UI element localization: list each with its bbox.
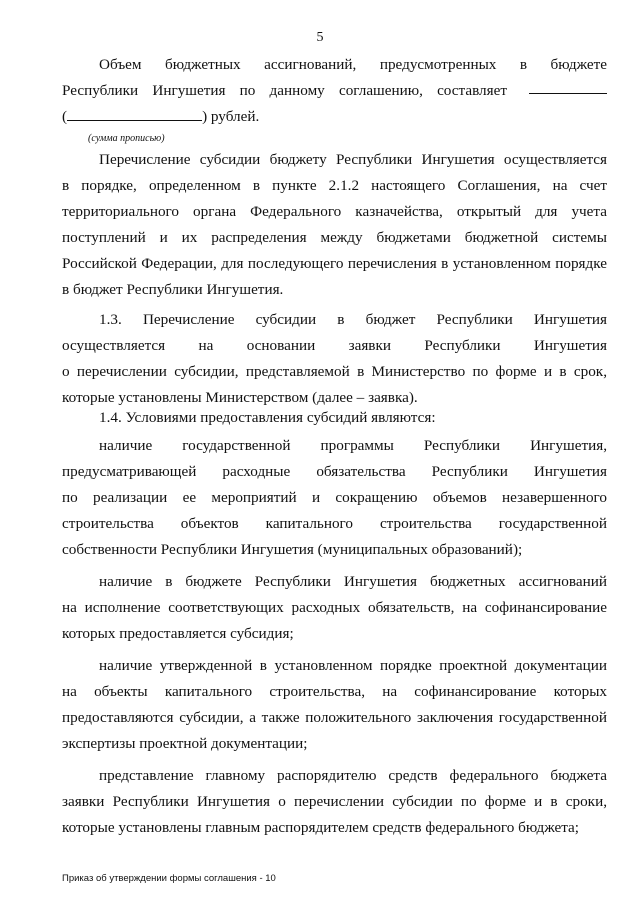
text-line: которых предоставляется субсидия; — [62, 625, 294, 642]
text-line: наличие утвержденной в установленном порядке проектной документации — [99, 657, 607, 674]
condition-request — [62, 763, 607, 841]
text-line: предоставляются субсидии, а также положительного заключения государственной — [62, 709, 607, 726]
text-line: наличие в бюджете Республики Ингушетия бюджетных ассигнований — [99, 573, 607, 590]
text-line: территориального органа Федерального казначейства, открытый для учета — [62, 203, 607, 220]
amount-number-blank — [529, 78, 607, 94]
text-line: строительства объектов капитального строительства государственной — [62, 515, 607, 532]
condition-program — [62, 433, 607, 563]
paragraph-volume — [62, 52, 607, 130]
text-line-part: Республики Ингушетия по данному соглашению, составляет — [62, 82, 507, 99]
amount-in-words-hint: (сумма прописью) — [88, 133, 165, 144]
text-line: Перечисление субсидии бюджету Республики Ингушетия осуществляется — [99, 151, 607, 168]
text-line — [62, 78, 607, 104]
text-line: 1.3. Перечисление субсидии в бюджет Республики Ингушетия — [99, 311, 607, 328]
text-line: которые установлены Министерством (далее – заявка). — [62, 389, 418, 406]
text-line: Объем бюджетных ассигнований, предусмотренных в бюджете — [99, 56, 607, 73]
text-line-part: ) рублей. — [202, 108, 260, 125]
text-line — [62, 104, 607, 130]
text-line: на исполнение соответствующих расходных обязательств, на софинансирование — [62, 599, 607, 616]
text-line-part: ( — [62, 108, 68, 125]
amount-words-blank — [67, 105, 202, 121]
paragraph-transfer — [62, 147, 607, 303]
text-line: по реализации ее мероприятий и сокращению объемов незавершенного — [62, 489, 607, 506]
text-line: в бюджет Республики Ингушетия. — [62, 281, 284, 298]
page-number: 5 — [316, 30, 324, 45]
text-line: экспертизы проектной документации; — [62, 735, 308, 752]
document-footer: Приказ об утверждении формы соглашения - 10 — [62, 873, 276, 884]
condition-budget — [62, 569, 607, 647]
clause-1-3 — [62, 307, 607, 411]
clause-1-4 — [62, 405, 607, 841]
text-line: представление главному распорядителю средств федерального бюджета — [99, 767, 607, 784]
text-line: на объекты капитального строительства, на софинансирование которых — [62, 683, 607, 700]
clause-title: 1.4. Условиями предоставления субсидий являются: — [99, 409, 436, 426]
text-line: которые установлены главным распорядителем средств федерального бюджета; — [62, 819, 580, 836]
text-line: собственности Республики Ингушетия (муниципальных образований); — [62, 541, 523, 558]
condition-docs — [62, 653, 607, 757]
text-line: заявки Республики Ингушетия о перечислении субсидии по форме и в сроки, — [62, 793, 607, 810]
text-line: предусматривающей расходные обязательства Республики Ингушетия — [62, 463, 607, 480]
text-line: осуществляется на основании заявки Республики Ингушетия — [62, 337, 607, 354]
text-line: в порядке, определенном в пункте 2.1.2 настоящего Соглашения, на счет — [62, 177, 607, 194]
text-line: о перечислении субсидии, представляемой в Министерство по форме и в срок, — [62, 363, 607, 380]
text-line: поступлений и их распределения между бюджетами бюджетной системы — [62, 229, 607, 246]
text-line: Российской Федерации, для последующего перечисления в установленном порядке — [62, 255, 607, 272]
text-line: наличие государственной программы Республики Ингушетия, — [99, 437, 607, 454]
